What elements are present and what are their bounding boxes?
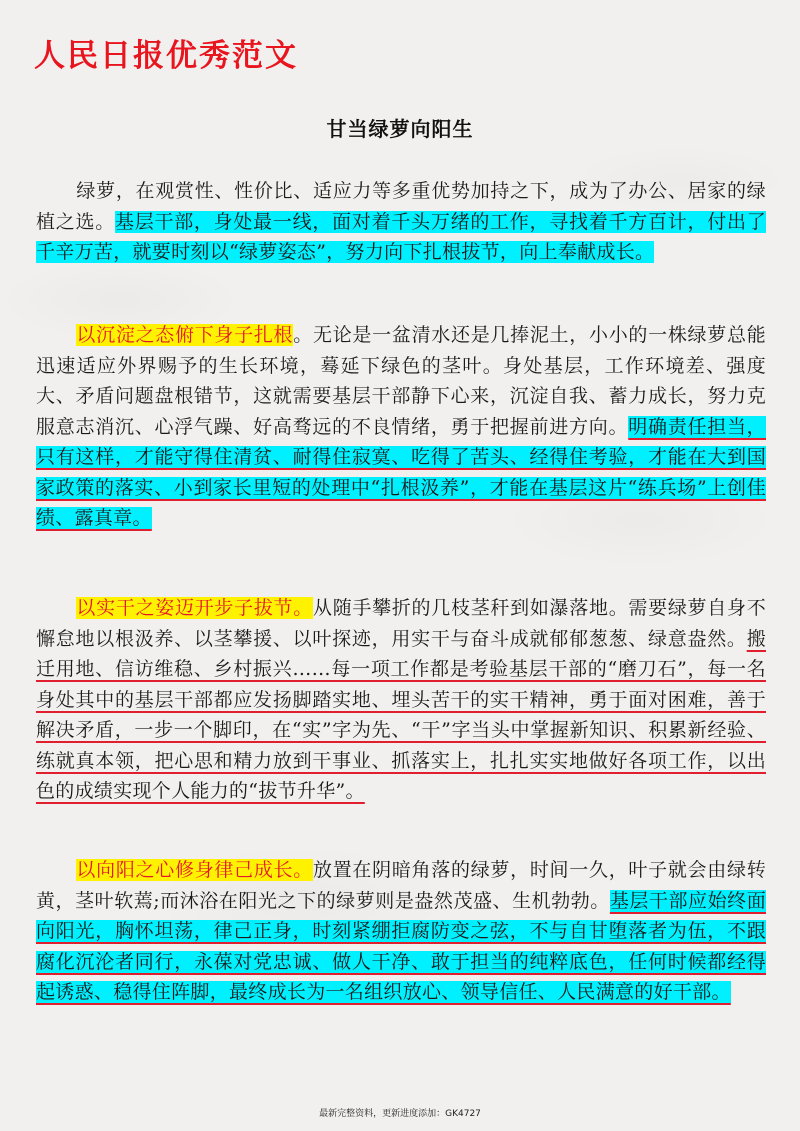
paragraph-3-text: 从随手攀折的几枝茎秆到如瀑落地。需要绿萝自身不懈怠地以根汲养、以茎攀援、以叶探迹，用实干与奋斗成就郁郁葱葱、绿意盎然。 <box>36 597 766 650</box>
paragraph-4-cyan-underlined: 基层干部应始终面向阳光，胸怀坦荡，律己正身，时刻紧绷拒腐防变之弦，不与自甘堕落者为伍，不跟腐化沉沦者同行，永葆对党忠诚、做人干净、敢于担当的纯粹底色，任何时候都经得起诱惑、稳得住阵脚，最终成长为一名组织放心、领导信任、人民满意的好干部。 <box>36 889 766 1003</box>
paragraph-2 <box>36 320 766 534</box>
paragraph-3-underlined: 搬迁用地、信访维稳、乡村振兴……每一项工作都是考验基层干部的“磨刀石”，每一名身处其中的基层干部都应发扬脚踏实地、埋头苦干的实干精神，勇于面对困难，善于解决矛盾，一步一个脚印，在“实”字为先、“干”字当头中掌握新知识、积累新经验、练就真本领，把心思和精力放到干事业、抓落实上，扎扎实实地做好各项工作，以出色的成绩实现个人能力的“拔节升华”。 <box>36 627 766 802</box>
footer-note: 最新完整资料，更新进度添加：GK4727 <box>319 1109 481 1119</box>
paragraph-1-cyan-highlight: 基层干部，身处最一线，面对着千头万绪的工作，寻找着千方百计，付出了千辛万苦，就要时刻以“绿萝姿态”，努力向下扎根拔节，向上奉献成长。 <box>36 210 766 263</box>
paragraph-2-cyan-underlined: 明确责任担当，只有这样，才能守得住清贫、耐得住寂寞、吃得了苦头、经得住考验，才能在大到国家政策的落实、小到家长里短的处理中“扎根汲养”，才能在基层这片“练兵场”上创佳绩、露真章。 <box>36 415 766 529</box>
article-title: 甘当绿萝向阳生 <box>326 117 474 141</box>
paragraph-1-text: 绿萝，在观赏性、性价比、适应力等多重优势加持之下，成为了办公、居家的绿植之选。 <box>36 180 766 233</box>
paragraph-3-heading: 以实干之姿迈开步子拔节。 <box>76 597 313 619</box>
paragraph-4-text: 放置在阴暗角落的绿萝，时间一久，叶子就会由绿转黄，茎叶软蔫;而沐浴在阳光之下的绿萝则是盎然茂盛、生机勃勃。 <box>36 859 766 912</box>
paragraph-1 <box>36 176 766 268</box>
paragraph-2-heading: 以沉淀之态俯下身子扎根 <box>76 324 294 346</box>
page-header-title: 人民日报优秀范文 <box>34 38 298 74</box>
paragraph-4-heading: 以向阳之心修身律己成长。 <box>76 859 313 881</box>
paragraph-4 <box>36 855 766 1008</box>
paragraph-3 <box>36 593 766 807</box>
paragraph-2-text: 。无论是一盆清水还是几捧泥土，小小的一株绿萝总能迅速适应外界赐予的生长环境，蓦延下绿色的茎叶。身处基层，工作环境差、强度大、矛盾问题盘根错节，这就需要基层干部静下心来，沉淀自我、蓄力成长，努力克服意志消沉、心浮气躁、好高骛远的不良情绪，勇于把握前进方向。 <box>36 324 767 438</box>
